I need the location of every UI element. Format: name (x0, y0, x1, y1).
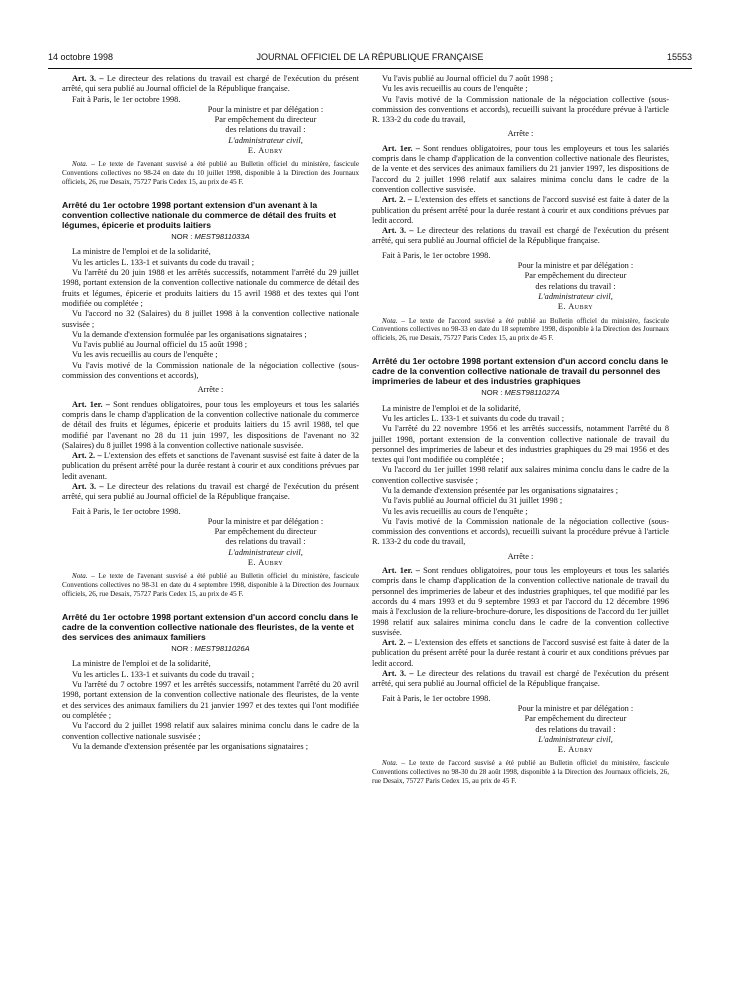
paragraph: Vu l'avis publié au Journal officiel du 7 août 1998 ; (382, 74, 553, 83)
article-label: Art. 1er. – (382, 143, 420, 153)
signature-line: Pour la ministre et par délégation : (517, 261, 634, 271)
paragraph: Vu l'accord du 2 juillet 1998 relatif aux salaires minima conclu dans le cadre de la convention collective nationale susvisée ; (62, 721, 359, 741)
paragraph: Vu les avis recueillis au cours de l'enquête ; (382, 506, 528, 516)
paragraph: Vu l'arrêté du 22 novembre 1956 et les arrêtés successifs, notamment l'arrêté du 8 juillet 1998, portant extension de la convention collective nationale de travail du personnel des imprimeries de labeur et des industries graphiques du 29 mai 1956 et des textes qui l'ont modifiée ou complétée ; (372, 424, 669, 465)
header-date: 14 octobre 1998 (48, 52, 114, 62)
paragraph: Vu l'avis publié au Journal officiel du 15 août 1998 ; (72, 340, 248, 350)
signature-line: Pour la ministre et par délégation : (517, 703, 634, 713)
signature-name: E. Aubry (247, 558, 284, 568)
nota-label: Nota. (72, 572, 88, 581)
decree-title: Arrêté du 1er octobre 1998 portant extension d'un accord conclu dans le cadre de la convention collective nationale de travail du personnel des imprimeries de labeur et des industries graphiques (372, 356, 669, 387)
article-text: L'extension des effets et sanctions de l'accord susvisé est faite à dater de la publication du présent arrêté pour la durée restant à courir et aux conditions prévues par ledit accord. (372, 638, 669, 668)
article-text: Le directeur des relations du travail est chargé de l'exécution du présent arrêté, qui sera publié au Journal officiel de la République française. (62, 74, 359, 94)
signature-line: L'administrateur civil, (538, 291, 613, 301)
nota (372, 317, 669, 343)
nota-text: – Le texte de l'avenant susvisé a été publié au Bulletin officiel du ministère, fascicule Conventions collectives no 98-31 en date du 4 septembre 1998, disponible à la Direction des Journaux officiels, 26, rue Desaix, 75727 Paris Cedex 15, au prix de 45 F. (62, 572, 359, 598)
signature-line: des relations du travail : (225, 537, 306, 547)
paragraph: Vu les avis recueillis au cours de l'enquête ; (72, 350, 218, 360)
article (372, 669, 669, 690)
signature-line: L'administrateur civil, (228, 547, 303, 557)
paragraph: Vu la demande d'extension présentée par les organisations signataires ; (382, 485, 619, 495)
paragraph: Vu la demande d'extension formulée par les organisations signataires ; (72, 329, 307, 339)
nor-code: MEST9811027A (504, 388, 560, 398)
paragraph: La ministre de l'emploi et de la solidarité, (72, 659, 211, 669)
fait-line: Fait à Paris, le 1er octobre 1998. (72, 94, 181, 104)
paragraph: Vu l'avis motivé de la Commission nationale de la négociation collective (sous-commission des conventions et accords), recueilli suivant la procédure prévue à l'article R. 133-2 du code du travail, (372, 94, 669, 125)
article-text: L'extension des effets et sanctions de l'accord susvisé est faite à dater de la publication du présent arrêté pour la durée restant à courir et aux conditions prévues par ledit accord. (372, 195, 669, 225)
article-label: Art. 3. – (72, 74, 104, 83)
journal-title: JOURNAL OFFICIEL DE LA RÉPUBLIQUE FRANÇAISE (256, 52, 484, 62)
signature-block (62, 105, 359, 156)
nota (372, 759, 669, 785)
nota (62, 160, 359, 186)
signature-name: E. Aubry (557, 302, 594, 312)
nor-label: NOR : (171, 644, 193, 654)
nor-reference (62, 644, 359, 654)
article-text: Le directeur des relations du travail est chargé de l'exécution du présent arrêté, qui sera publié au Journal officiel de la République française. (372, 226, 669, 246)
header-rule (48, 68, 692, 69)
paragraph: Vu les articles L. 133-1 et suivants du code du travail ; (382, 413, 565, 423)
article (62, 482, 359, 503)
signature-line: des relations du travail : (225, 125, 306, 135)
paragraph: Vu l'avis motivé de la Commission nationale de la négociation collective (sous-commission des conventions et accords), recueilli suivant la procédure prévue à l'article R. 133-2 du code du travail, (372, 516, 669, 547)
signature-block (62, 517, 359, 568)
paragraph: Vu l'arrêté du 20 juin 1988 et les arrêtés successifs, notamment l'arrêté du 29 juillet 1998, portant extension de la convention collective nationale du commerce de détail des fruits et légumes, épicerie et produits laitiers du 15 avril 1988 et des textes qui l'ont modifiée ou complétée ; (62, 268, 359, 308)
fait-line: Fait à Paris, le 1er octobre 1998. (382, 693, 491, 703)
nor-code: MEST9811026A (194, 644, 250, 654)
paragraph: La ministre de l'emploi et de la solidarité, (72, 247, 211, 257)
article-label: Art. 2. – (382, 195, 413, 205)
signature-line: des relations du travail : (535, 281, 616, 291)
paragraph: Vu l'avis motivé de la Commission nationale de la négociation collective (sous-commission des conventions et accords), (62, 360, 359, 381)
article-text: Sont rendues obligatoires, pour tous les employeurs et tous les salariés compris dans le champ d'application de la convention collective nationale des fleuristes, de la vente et des services des animaux familiers du 21 janvier 1997, les dispositions de l'accord du 2 juillet 1998 relatif aux salaires minima conclu dans le cadre de la convention collective susvisée. (372, 143, 669, 194)
arrete-heading: Arrête : (197, 385, 224, 395)
fait-line: Fait à Paris, le 1er octobre 1998. (72, 506, 181, 516)
signature-line: L'administrateur civil, (228, 135, 303, 145)
signature-name: E. Aubry (247, 146, 284, 156)
nota-label: Nota. (72, 160, 88, 169)
signature-line: Pour la ministre et par délégation : (207, 516, 324, 526)
paragraph: Vu les avis recueillis au cours de l'enquête ; (382, 84, 528, 94)
article-text: Le directeur des relations du travail est chargé de l'exécution du présent arrêté, qui sera publié au Journal officiel de la République française. (62, 481, 359, 502)
signature-line: Par empêchement du directeur (214, 527, 317, 537)
article-label: Art. 2. – (72, 451, 102, 461)
signature-line: des relations du travail : (535, 724, 616, 734)
nota-text: – Le texte de l'accord susvisé a été publié au Bulletin officiel du ministère, fascicule Conventions collectives no 98-33 en date du 18 septembre 1998, disponible à la Direction des Journaux officiels, 26, rue Desaix, 75727 Paris Cedex 15, au prix de 45 F. (372, 316, 669, 342)
decree-title: Arrêté du 1er octobre 1998 portant extension d'un avenant à la convention collective nationale du commerce de détail des fruits et légumes, épicerie et produits laitiers (62, 200, 337, 231)
article (62, 400, 359, 451)
paragraph: Vu l'arrêté du 7 octobre 1997 et les arrêtés successifs, notamment l'arrêté du 20 avril 1998, portant extension de la convention collective nationale des fleuristes, de la vente et des services des animaux familiers du 21 janvier 1997 et des textes qui l'ont modifiée ou complétée ; (62, 680, 359, 720)
nor-reference (62, 232, 359, 242)
decree-title: Arrêté du 1er octobre 1998 portant extension d'un accord conclu dans le cadre de la convention collective nationale des fleuristes, de la vente et des services des animaux familiers (62, 612, 359, 643)
article-label: Art. 2. – (382, 638, 413, 648)
paragraph: La ministre de l'emploi et de la solidarité, (382, 403, 521, 413)
nor-label: NOR : (171, 232, 193, 242)
nota-label: Nota. (382, 316, 398, 325)
fait-line: Fait à Paris, le 1er octobre 1998. (382, 250, 491, 260)
nota (62, 572, 359, 598)
signature-line: Par empêchement du directeur (524, 271, 627, 281)
nor-reference (372, 388, 669, 398)
signature-block (372, 261, 669, 312)
paragraph: Vu l'accord du 1er juillet 1998 relatif aux salaires minima conclu dans le cadre de la convention collective susvisée ; (372, 465, 669, 485)
signature-line: L'administrateur civil, (538, 734, 613, 744)
article (372, 226, 669, 247)
nota-text: – Le texte de l'avenant susvisé a été publié au Bulletin officiel du ministère, fascicule Conventions collectives no 98-24 en date du 10 juillet 1998, disponible à la Direction des Journaux officiels, 26, rue Desaix, 75727 Paris Cedex 15, au prix de 45 F. (62, 160, 359, 186)
page-number: 15553 (666, 52, 692, 62)
article-label: Art. 1er. – (72, 399, 110, 409)
article (372, 195, 669, 226)
paragraph: Vu l'avis publié au Journal officiel du 31 juillet 1998 ; (382, 496, 563, 506)
nota-label: Nota. (382, 759, 398, 768)
signature-line: Pour la ministre et par délégation : (207, 104, 324, 114)
article (372, 566, 669, 638)
article-label: Art. 3. – (72, 481, 104, 491)
paragraph: Vu les articles L. 133-1 et suivants du code du travail ; (72, 257, 255, 267)
paragraph: Vu l'accord no 32 (Salaires) du 8 juillet 1998 à la convention collective nationale susvisée ; (62, 309, 359, 329)
arrete-heading: Arrête : (507, 129, 534, 139)
signature-block (372, 704, 669, 755)
nota-text: – Le texte de l'accord susvisé a été publié au Bulletin officiel du ministère, fascicule Conventions collectives no 98-30 du 28 août 1998, disponible à la Direction des Journaux officiels, 26, rue Desaix, 75727 Paris Cedex 15, au prix de 45 F. (372, 759, 669, 785)
article (62, 74, 359, 95)
signature-line: Par empêchement du directeur (524, 714, 627, 724)
article-text: Le directeur des relations du travail est chargé de l'exécution du présent arrêté, qui sera publié au Journal officiel de la République française. (372, 669, 669, 689)
signature-line: Par empêchement du directeur (214, 115, 317, 125)
article-text: Sont rendues obligatoires, pour tous les employeurs et tous les salariés compris dans le champ d'application de la convention collective nationale de travail du personnel des imprimeries de labeur et des industries graphiques, tel que modifié par les accords du 4 mars 1993 et du 9 septembre 1993 et par l'accord du 12 décembre 1996 mais à l'exclusion de la reliure-brochure-dorure, les dispositions de l'accord du 1er juillet 1998 relatif aux salaires minima conclu dans le cadre de la convention collective susvisée. (372, 566, 669, 637)
right-column (372, 74, 669, 785)
article-text: Sont rendues obligatoires, pour tous les employeurs et tous les salariés compris dans le champ d'application de la convention collective nationale du commerce de détail des fruits et légumes, épicerie et produits laitiers du 15 avril 1988, tel que modifié par l'avenant no 28 du 11 juin 1997, les dispositions de l'avenant no 32 (Salaires) du 8 juillet 1998 à la convention collective nationale susvisée. (62, 399, 359, 450)
article-text: L'extension des effets et sanctions de l'avenant susvisé est faite à dater de la publication du présent arrêté pour la durée restant à courir et aux conditions prévues par ledit avenant. (62, 451, 360, 481)
page-header (48, 52, 692, 66)
signature-name: E. Aubry (557, 745, 594, 755)
article (372, 638, 669, 669)
article-label: Art. 3. – (382, 226, 414, 236)
paragraph: Vu les articles L. 133-1 et suivants du code du travail ; (72, 669, 255, 679)
left-column (62, 74, 359, 752)
nor-label: NOR : (481, 388, 503, 398)
arrete-heading: Arrête : (507, 551, 534, 561)
article-label: Art. 1er. – (382, 566, 420, 576)
nor-code: MEST9811033A (194, 232, 250, 242)
article (62, 451, 359, 482)
article (372, 144, 669, 195)
paragraph: Vu la demande d'extension présentée par les organisations signataires ; (72, 741, 309, 751)
article-label: Art. 3. – (382, 669, 414, 679)
